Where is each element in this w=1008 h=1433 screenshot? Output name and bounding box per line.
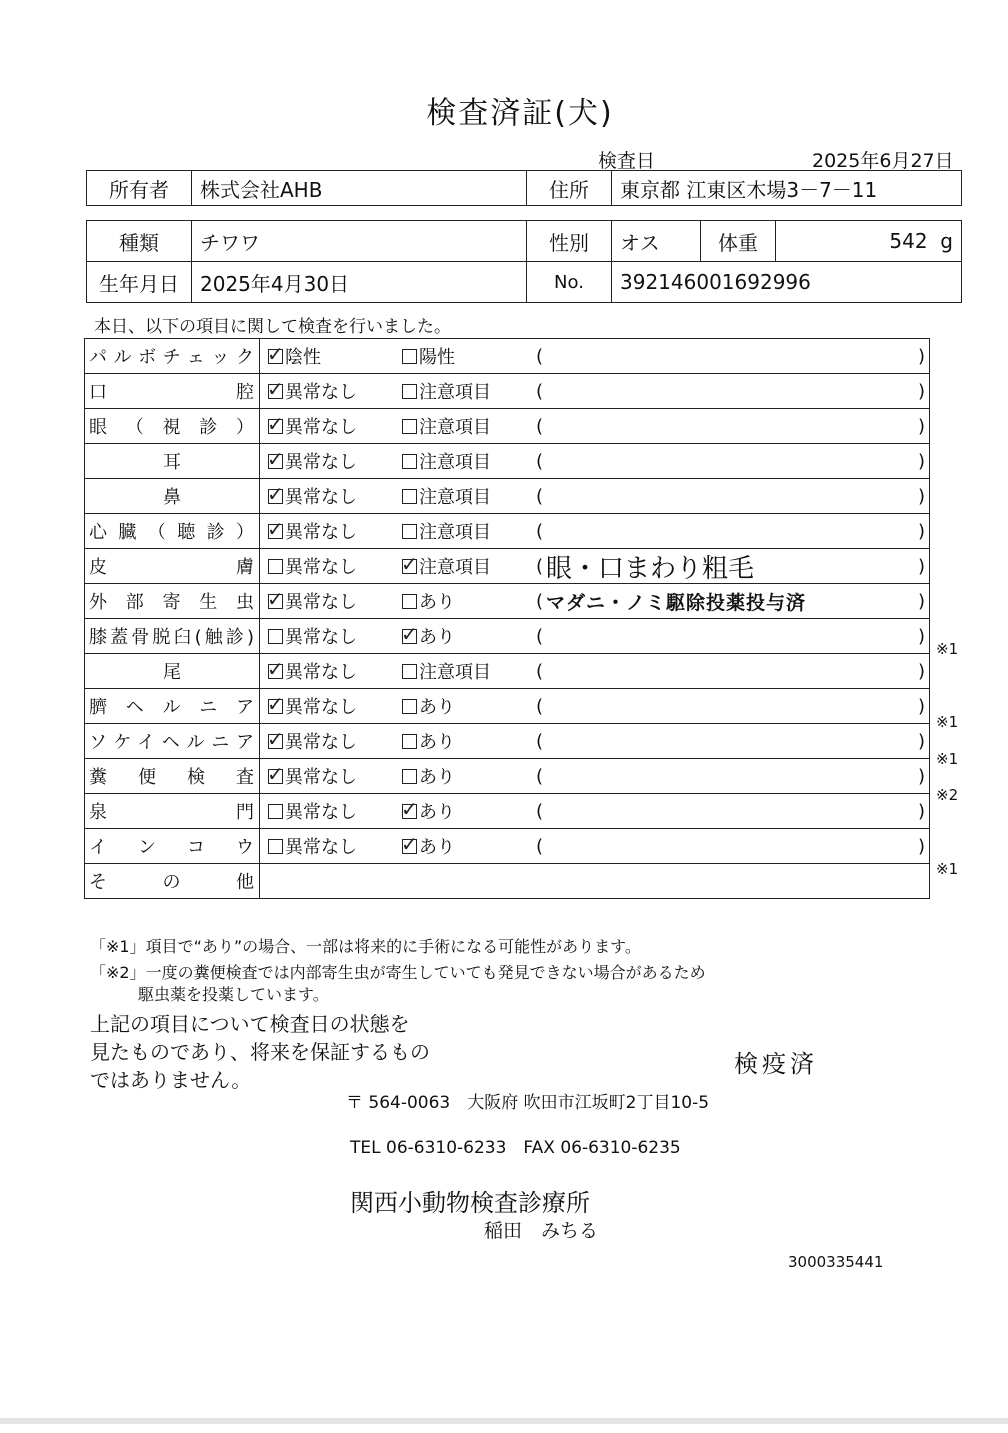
option-1[interactable] [268, 658, 402, 684]
other-item-cell [85, 864, 260, 899]
inspection-item-label: 臍ヘルニア [89, 697, 255, 718]
paren-close: ) [917, 765, 925, 787]
paren-close: ) [917, 625, 925, 647]
checkbox-icon[interactable] [402, 384, 417, 399]
check-mark-icon: ✓ [267, 446, 284, 471]
checkbox-icon[interactable] [401, 551, 418, 576]
option-2-label: 注意項目 [419, 417, 491, 438]
footnote-reference-mark: ※2 [936, 786, 959, 805]
paren-close: ) [917, 345, 925, 367]
option-1-label: 異常なし [285, 767, 357, 788]
checkbox-icon[interactable] [402, 734, 417, 749]
checkbox-icon[interactable] [401, 831, 418, 856]
inspection-item-label: 眼（視診） [89, 417, 255, 438]
option-1-label: 異常なし [285, 417, 357, 438]
clinic-address: 〒 564-0063 大阪府 吹田市江坂町2丁目10-5 [346, 1093, 710, 1113]
inspection-result-cell [260, 479, 930, 514]
inspection-result-cell [260, 549, 930, 584]
paren-open: ( [536, 835, 544, 857]
inspection-result-cell [260, 829, 930, 864]
inspection-result-cell [260, 374, 930, 409]
checkbox-icon[interactable] [267, 761, 284, 786]
address-value: 東京都 江東区木場3－7－11 [612, 171, 962, 206]
inspection-result-cell [260, 444, 930, 479]
inspection-row [85, 619, 930, 654]
option-1[interactable] [268, 343, 402, 369]
inspection-result-cell [260, 654, 930, 689]
paren-close: ) [917, 835, 925, 857]
checkbox-icon[interactable] [401, 621, 418, 646]
paren-open: ( [536, 380, 544, 402]
option-1-label: 異常なし [285, 452, 357, 473]
inspection-item-label: パルボチェック [89, 347, 255, 368]
option-2-label: 注意項目 [419, 557, 491, 578]
option-2-label: あり [419, 592, 455, 613]
weight-cell [776, 221, 962, 262]
checkbox-icon[interactable] [402, 489, 417, 504]
option-1-label: 異常なし [285, 662, 357, 683]
paren-open: ( [536, 695, 544, 717]
check-mark-icon: ✓ [267, 376, 284, 401]
checkbox-icon[interactable] [401, 796, 418, 821]
inspection-item-cell [85, 479, 260, 514]
option-2-label: あり [419, 627, 455, 648]
checkbox-icon[interactable] [268, 839, 283, 854]
checkbox-icon[interactable] [402, 349, 417, 364]
check-mark-icon: ✓ [401, 796, 418, 821]
weight-label: 体重 [701, 221, 776, 262]
inspection-item-cell [85, 794, 260, 829]
inspection-row [85, 759, 930, 794]
inspection-result-cell [260, 619, 930, 654]
option-1-label: 異常なし [285, 627, 357, 648]
inspection-row [85, 584, 930, 619]
paren-open: ( [536, 345, 544, 367]
option-1[interactable] [268, 553, 402, 579]
option-2[interactable] [402, 483, 536, 509]
option-2-label: あり [419, 802, 455, 823]
option-2[interactable] [402, 413, 536, 439]
option-1[interactable] [268, 833, 402, 859]
option-2[interactable] [402, 623, 536, 649]
option-1-label: 異常なし [285, 592, 357, 613]
inspection-item-label: 尾 [163, 662, 181, 683]
inspection-row [85, 654, 930, 689]
inspection-item-label: 膝蓋骨脱臼(触診) [89, 627, 255, 648]
option-2-label: あり [419, 697, 455, 718]
animal-table [86, 220, 962, 303]
inspection-item-cell [85, 339, 260, 374]
exam-date-value: 2025年6月27日 [812, 150, 954, 172]
checkbox-icon[interactable] [267, 446, 284, 471]
paren-close: ) [917, 520, 925, 542]
inspection-row [85, 479, 930, 514]
option-2[interactable] [402, 343, 536, 369]
breed-label: 種類 [87, 221, 192, 262]
footnote-reference-mark: ※1 [936, 859, 959, 878]
option-1-label: 異常なし [285, 732, 357, 753]
clinic-phone-fax: TEL 06-6310-6233 FAX 06-6310-6235 [350, 1138, 681, 1158]
checkbox-icon[interactable] [402, 594, 417, 609]
address-label: 住所 [527, 171, 612, 206]
option-2[interactable] [402, 833, 536, 859]
sex-label: 性別 [527, 221, 612, 262]
option-2[interactable] [402, 693, 536, 719]
option-1-label: 陰性 [285, 347, 321, 368]
checkbox-icon[interactable] [402, 419, 417, 434]
option-1[interactable] [268, 798, 402, 824]
inspection-result-cell [260, 724, 930, 759]
disclaimer-line-2: 見たものであり、将来を保証するもの [90, 1040, 430, 1064]
quarantine-stamp: 検疫済 [734, 1050, 818, 1078]
check-mark-icon: ✓ [267, 411, 284, 436]
paren-open: ( [536, 625, 544, 647]
footnote-reference-mark: ※1 [936, 713, 959, 731]
inspection-item-cell [85, 584, 260, 619]
inspection-item-label: 鼻 [163, 487, 181, 508]
option-1-label: 異常なし [285, 697, 357, 718]
checkbox-icon[interactable] [267, 411, 284, 436]
paren-open: ( [536, 520, 544, 542]
inspection-row [85, 339, 930, 374]
checkbox-icon[interactable] [402, 524, 417, 539]
intro-text: 本日、以下の項目に関して検査を行いました。 [94, 317, 451, 337]
number-label: No. [527, 262, 612, 303]
inspection-row [85, 374, 930, 409]
inspection-row [85, 829, 930, 864]
footnote-2-cont: 駆虫薬を投薬しています。 [138, 985, 329, 1004]
option-2-label: あり [419, 767, 455, 788]
check-mark-icon: ✓ [267, 726, 284, 751]
paren-open: ( [536, 590, 544, 612]
serial-number: 3000335441 [788, 1253, 884, 1271]
checkbox-icon[interactable] [267, 516, 284, 541]
footnote-1: 「※1」項目で“あり”の場合、一部は将来的に手術になる可能性があります。 [90, 937, 641, 956]
option-1-label: 異常なし [285, 382, 357, 403]
check-mark-icon: ✓ [267, 481, 284, 506]
option-2-label: 注意項目 [419, 382, 491, 403]
inspection-table [84, 338, 930, 899]
option-2[interactable] [402, 728, 536, 754]
inspection-row [85, 689, 930, 724]
inspection-item-cell [85, 444, 260, 479]
paren-close: ) [917, 485, 925, 507]
inspection-result-cell [260, 794, 930, 829]
check-mark-icon: ✓ [267, 691, 284, 716]
option-1[interactable] [268, 448, 402, 474]
option-1[interactable] [268, 623, 402, 649]
other-label: その他 [89, 872, 255, 893]
inspection-item-label: 皮膚 [89, 557, 255, 578]
inspection-item-cell [85, 549, 260, 584]
paren-close: ) [917, 380, 925, 402]
inspection-item-cell [85, 689, 260, 724]
inspection-item-label: インコウ [89, 837, 255, 858]
checkbox-icon[interactable] [267, 691, 284, 716]
paren-open: ( [536, 800, 544, 822]
inspection-item-cell [85, 759, 260, 794]
footnote-2: 「※2」一度の糞便検査では内部寄生虫が寄生していても発見できない場合があるため [90, 963, 706, 982]
inspection-item-label: 心臓（聴診） [89, 522, 255, 543]
paren-open: ( [536, 765, 544, 787]
checkbox-icon[interactable] [402, 769, 417, 784]
paren-close: ) [917, 730, 925, 752]
checkbox-icon[interactable] [402, 664, 417, 679]
inspection-item-cell [85, 409, 260, 444]
checkbox-icon[interactable] [267, 656, 284, 681]
inspection-result-cell [260, 339, 930, 374]
option-2[interactable] [402, 378, 536, 404]
checkbox-icon[interactable] [402, 454, 417, 469]
paren-open: ( [536, 415, 544, 437]
option-1[interactable] [268, 483, 402, 509]
option-1[interactable] [268, 728, 402, 754]
paren-open: ( [536, 660, 544, 682]
check-mark-icon: ✓ [401, 831, 418, 856]
check-mark-icon: ✓ [267, 656, 284, 681]
scan-edge [0, 1418, 1008, 1424]
inspection-note: マダニ・ノミ駆除投薬投与済 [546, 591, 807, 614]
inspection-row [85, 444, 930, 479]
inspection-item-cell [85, 724, 260, 759]
option-2[interactable] [402, 553, 536, 579]
inspection-result-cell [260, 514, 930, 549]
inspection-result-cell [260, 759, 930, 794]
check-mark-icon: ✓ [267, 341, 284, 366]
checkbox-icon[interactable] [267, 726, 284, 751]
inspection-note: 眼・口まわり粗毛 [546, 553, 755, 584]
inspection-item-label: 糞便検査 [89, 767, 255, 788]
document-title: 検査済証(犬) [426, 96, 614, 131]
check-mark-icon: ✓ [267, 761, 284, 786]
inspection-item-label: 外部寄生虫 [89, 592, 255, 613]
option-2[interactable] [402, 448, 536, 474]
paren-close: ) [917, 660, 925, 682]
paren-close: ) [917, 450, 925, 472]
owner-label: 所有者 [87, 171, 192, 206]
inspection-item-cell [85, 829, 260, 864]
birth-value: 2025年4月30日 [192, 262, 527, 303]
inspection-item-cell [85, 374, 260, 409]
paren-open: ( [536, 485, 544, 507]
paren-close: ) [917, 800, 925, 822]
inspection-row [85, 409, 930, 444]
inspection-row [85, 514, 930, 549]
option-2-label: 注意項目 [419, 487, 491, 508]
footnote-reference-mark: ※1 [936, 749, 959, 768]
inspection-result-cell [260, 584, 930, 619]
inspection-row [85, 794, 930, 829]
checkbox-icon[interactable] [267, 376, 284, 401]
disclaimer-line-3: ではありません。 [90, 1068, 252, 1092]
clinic-name: 関西小動物検査診療所 [350, 1189, 590, 1217]
inspection-item-cell [85, 619, 260, 654]
option-1-label: 異常なし [285, 522, 357, 543]
option-1[interactable] [268, 588, 402, 614]
inspection-item-label: 泉門 [89, 802, 255, 823]
option-2-label: 陽性 [419, 347, 455, 368]
paren-close: ) [917, 555, 925, 577]
birth-label: 生年月日 [87, 262, 192, 303]
sex-value: オス [612, 221, 701, 262]
inspection-item-label: ソケイヘルニア [89, 732, 255, 753]
footnote-reference-mark: ※1 [936, 639, 959, 658]
inspection-item-label: 口腔 [89, 382, 255, 403]
option-1[interactable] [268, 518, 402, 544]
option-2-label: あり [419, 837, 455, 858]
option-1-label: 異常なし [285, 487, 357, 508]
inspection-item-cell [85, 514, 260, 549]
checkbox-icon[interactable] [268, 559, 283, 574]
exam-date-label: 検査日 [598, 150, 656, 172]
checkbox-icon[interactable] [268, 629, 283, 644]
check-mark-icon: ✓ [401, 621, 418, 646]
other-value-cell [260, 864, 930, 899]
checkbox-icon[interactable] [268, 804, 283, 819]
option-1[interactable] [268, 693, 402, 719]
option-1-label: 異常なし [285, 557, 357, 578]
owner-value: 株式会社AHB [192, 171, 527, 206]
paren-open: ( [536, 730, 544, 752]
weight-unit: g [940, 229, 953, 253]
disclaimer-line-1: 上記の項目について検査日の状態を [90, 1012, 410, 1036]
paren-close: ) [917, 415, 925, 437]
option-1-label: 異常なし [285, 837, 357, 858]
option-2[interactable] [402, 763, 536, 789]
checkbox-icon[interactable] [267, 481, 284, 506]
checkbox-icon[interactable] [267, 586, 284, 611]
disclaimer [90, 1010, 430, 1094]
option-1-label: 異常なし [285, 802, 357, 823]
option-2-label: あり [419, 732, 455, 753]
paren-close: ) [917, 695, 925, 717]
paren-open: ( [536, 555, 544, 577]
option-2-label: 注意項目 [419, 452, 491, 473]
inspector-name: 稲田 みちる [484, 1220, 599, 1242]
checkbox-icon[interactable] [402, 699, 417, 714]
option-1[interactable] [268, 763, 402, 789]
check-mark-icon: ✓ [401, 551, 418, 576]
option-2[interactable] [402, 588, 536, 614]
option-1[interactable] [268, 413, 402, 439]
inspection-item-label: 耳 [163, 452, 181, 473]
option-2[interactable] [402, 518, 536, 544]
inspection-row [85, 724, 930, 759]
option-2[interactable] [402, 798, 536, 824]
inspection-result-cell [260, 409, 930, 444]
check-mark-icon: ✓ [267, 586, 284, 611]
owner-table [86, 170, 962, 206]
paren-open: ( [536, 450, 544, 472]
inspection-result-cell [260, 689, 930, 724]
option-1[interactable] [268, 378, 402, 404]
option-2-label: 注意項目 [419, 522, 491, 543]
checkbox-icon[interactable] [267, 341, 284, 366]
inspection-item-cell [85, 654, 260, 689]
breed-value: チワワ [192, 221, 527, 262]
option-2[interactable] [402, 658, 536, 684]
number-value: 392146001692996 [612, 262, 962, 303]
inspection-row [85, 549, 930, 584]
check-mark-icon: ✓ [267, 516, 284, 541]
option-2-label: 注意項目 [419, 662, 491, 683]
paren-close: ) [917, 590, 925, 612]
weight-value: 542 [889, 229, 928, 253]
